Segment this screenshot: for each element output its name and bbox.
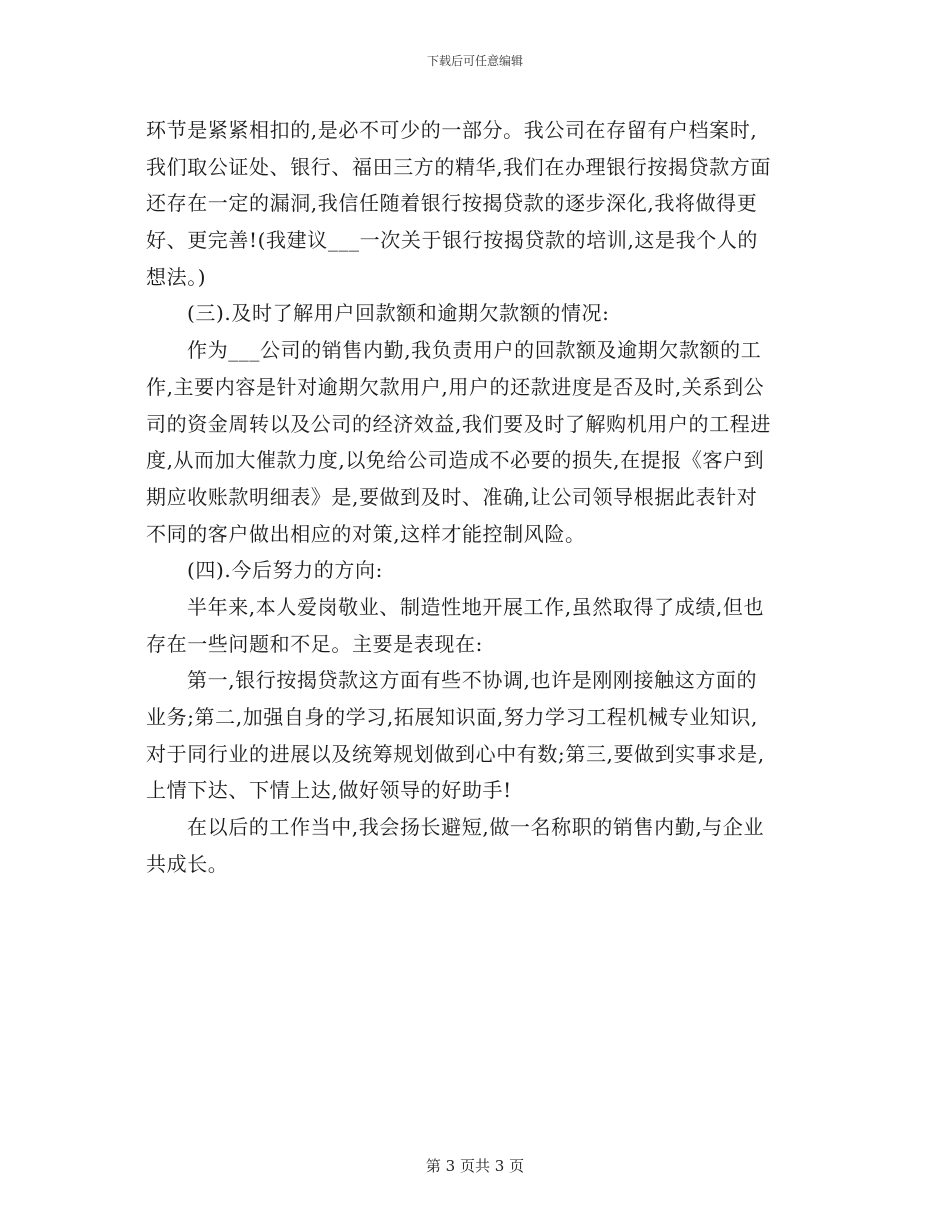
body-line: 不同的客户做出相应的对策,这样才能控制风险。 <box>146 521 586 546</box>
body-line: 作为___公司的销售内勤,我负责用户的回款额及逾期欠款额的工 <box>187 338 762 363</box>
page-header: 下载后可任意编辑 <box>426 54 523 68</box>
body-line: 我们取公证处、银行、福田三方的精华,我们在办理银行按揭贷款方面 <box>146 154 771 179</box>
body-line: 存在一些问题和不足。主要是表现在: <box>146 631 483 656</box>
body-line: 在以后的工作当中,我会扬长避短,做一名称职的销售内勤,与企业 <box>187 815 765 840</box>
body-line: 环节是紧紧相扣的,是必不可少的一部分。我公司在存留有户档案时, <box>146 118 758 142</box>
body-line: 对于同行业的进展以及统筹规划做到心中有数;第三,要做到实事求是, <box>146 741 765 766</box>
body-line: 度,从而加大催款力度,以免给公司造成不必要的损失,在提报《客户到 <box>146 448 765 473</box>
body-line: 司的资金周转以及公司的经济效益,我们要及时了解购机用户的工程进 <box>146 411 771 436</box>
section-heading: (四).今后努力的方向: <box>187 558 383 583</box>
body-line: 共成长。 <box>146 851 229 876</box>
body-line: 上情下达、下情上达,做好领导的好助手! <box>146 778 512 803</box>
body-line: 好、更完善!(我建议___一次关于银行按揭贷款的培训,这是我个人的 <box>146 228 758 253</box>
document-body <box>146 112 806 882</box>
body-line: 第一,银行按揭贷款这方面有些不协调,也许是刚刚接触这方面的 <box>187 668 758 693</box>
body-line: 期应收账款明细表》是,要做到及时、准确,让公司领导根据此表针对 <box>146 484 758 509</box>
body-line: 想法。) <box>146 264 207 289</box>
body-line: 作,主要内容是针对逾期欠款用户,用户的还款进度是否及时,关系到公 <box>146 374 765 399</box>
body-line: 业务;第二,加强自身的学习,拓展知识面,努力学习工程机械专业知识, <box>146 705 758 729</box>
body-line: 半年来,本人爱岗敬业、制造性地开展工作,虽然取得了成绩,但也 <box>187 594 765 619</box>
section-heading: (三).及时了解用户回款额和逾期欠款额的情况: <box>187 301 610 326</box>
page-footer: 第 3 页共 3 页 <box>425 1157 525 1175</box>
body-line: 还存在一定的漏洞,我信任随着银行按揭贷款的逐步深化,我将做得更 <box>146 191 758 216</box>
